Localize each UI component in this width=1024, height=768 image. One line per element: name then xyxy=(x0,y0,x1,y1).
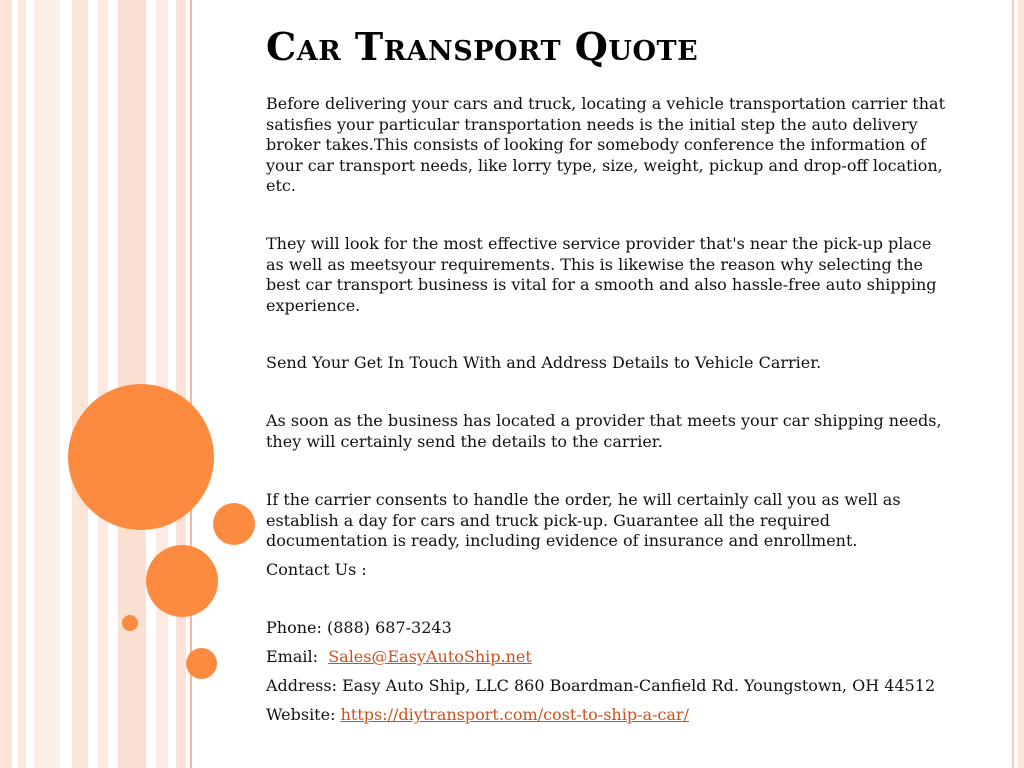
contact-address xyxy=(266,676,935,696)
decor-divider xyxy=(1018,0,1024,768)
decor-circle-medium xyxy=(146,545,218,617)
contact-heading: Contact Us : xyxy=(266,560,367,579)
paragraph-provider: They will look for the most effective service provider that's near the pick-up place as well as meetsyour requirements. This is likewise the reason why selecting the best car transport business is vital for a smooth and also hassle-free auto shipping experience. xyxy=(266,234,937,315)
decor-stripe xyxy=(176,0,186,768)
email-label: Email: xyxy=(266,647,319,666)
page-title: Car Transport Quote xyxy=(266,24,699,69)
decor-stripe xyxy=(98,0,108,768)
contact-website xyxy=(266,705,689,725)
website-label: Website: xyxy=(266,705,336,724)
phone-label: Phone: xyxy=(266,618,322,637)
paragraph-located: As soon as the business has located a provider that meets your car shipping needs, they will certainly send the details to the carrier. xyxy=(266,411,942,451)
paragraph-send-details: Send Your Get In Touch With and Address Details to Vehicle Carrier. xyxy=(266,353,822,372)
decor-circle-large xyxy=(68,384,214,530)
decor-circle-small xyxy=(213,503,255,545)
decor-stripe xyxy=(156,0,168,768)
contact-phone xyxy=(266,618,452,638)
decor-stripe xyxy=(18,0,26,768)
address-label: Address: xyxy=(266,676,337,695)
decor-circle-small xyxy=(186,648,217,679)
paragraph-intro: Before delivering your cars and truck, locating a vehicle transportation carrier that satisfies your particular transportation needs is the initial step the auto delivery broker takes.This consists of looking for somebody conference the information of your car transport needs, like lorry type, size, weight, pickup and drop-off location, etc. xyxy=(266,94,946,195)
phone-value: (888) 687-3243 xyxy=(326,618,452,637)
contact-email xyxy=(266,647,532,667)
decor-stripe xyxy=(72,0,88,768)
paragraph-carrier: If the carrier consents to handle the order, he will certainly call you as well as establish a day for cars and truck pick-up. Guarantee all the required documentation is ready, including evidence of insurance and enrollment. xyxy=(266,490,901,550)
website-link[interactable]: https://diytransport.com/cost-to-ship-a-car/ xyxy=(340,705,689,724)
decor-divider xyxy=(1012,0,1014,768)
decor-stripe xyxy=(0,0,12,768)
decor-circle-tiny xyxy=(122,615,138,631)
email-link[interactable]: Sales@EasyAutoShip.net xyxy=(328,647,532,666)
decor-stripe xyxy=(34,0,60,768)
address-value: Easy Auto Ship, LLC 860 Boardman-Canfield Rd. Youngstown, OH 44512 xyxy=(342,676,936,695)
